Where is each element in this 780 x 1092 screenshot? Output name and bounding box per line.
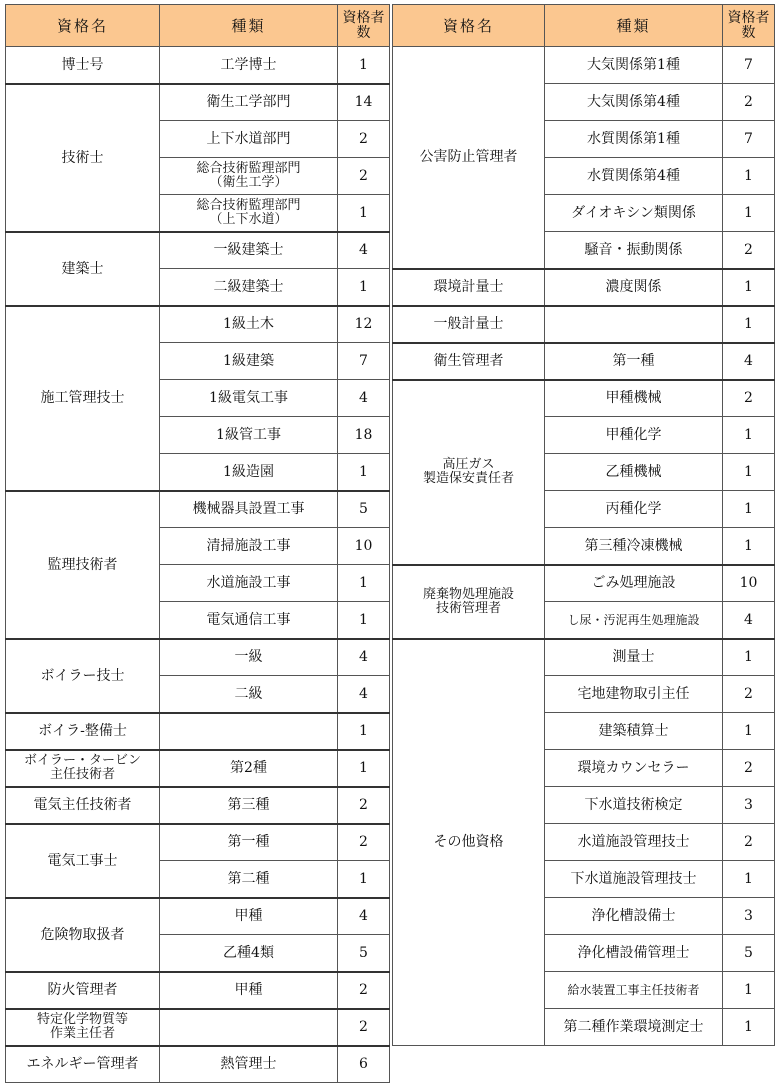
qualification-kind: 工学博士	[160, 47, 338, 84]
holder-count: 7	[723, 47, 775, 84]
holder-count: 18	[338, 417, 390, 454]
table-row	[393, 47, 775, 84]
table-row	[6, 491, 390, 528]
header-name: 資格名	[6, 5, 160, 47]
holder-count: 1	[338, 602, 390, 639]
qualification-kind: 濃度関係	[545, 269, 723, 306]
qualification-kind: し尿・汚泥再生処理施設	[545, 602, 723, 639]
qualification-kind: 浄化槽設備管理士	[545, 935, 723, 972]
qualification-kind: 二級建築士	[160, 269, 338, 306]
qualification-kind: 甲種化学	[545, 417, 723, 454]
qualification-name: 監理技術者	[6, 491, 160, 639]
qualification-kind: 第三種	[160, 787, 338, 824]
table-row	[6, 47, 390, 84]
holder-count: 1	[338, 861, 390, 898]
qualification-table-right	[392, 4, 775, 1046]
table-row	[6, 232, 390, 269]
qualification-kind: 水質関係第1種	[545, 121, 723, 158]
qualification-name: 環境計量士	[393, 269, 545, 306]
qualification-kind: ごみ処理施設	[545, 565, 723, 602]
qualification-kind	[545, 306, 723, 343]
qualification-name: 廃棄物処理施設 技術管理者	[393, 565, 545, 639]
holder-count: 7	[723, 121, 775, 158]
holder-count: 10	[723, 565, 775, 602]
qualification-kind: 建築積算士	[545, 713, 723, 750]
qualification-kind: 測量士	[545, 639, 723, 676]
qualification-kind: 水質関係第4種	[545, 158, 723, 195]
qualification-name: 危険物取扱者	[6, 898, 160, 972]
table-row	[6, 898, 390, 935]
holder-count: 3	[723, 787, 775, 824]
header-name: 資格名	[393, 5, 545, 47]
qualification-kind: 衛生工学部門	[160, 84, 338, 121]
qualification-table-left	[5, 4, 390, 1083]
header-kind: 種類	[545, 5, 723, 47]
table-row	[6, 972, 390, 1009]
holder-count: 4	[723, 343, 775, 380]
qualification-kind: 第二種作業環境測定士	[545, 1009, 723, 1046]
qualification-kind: 総合技術監理部門 （衛生工学）	[160, 158, 338, 195]
qualification-kind: 甲種	[160, 972, 338, 1009]
holder-count: 1	[338, 713, 390, 750]
qualification-kind: 騒音・振動関係	[545, 232, 723, 269]
holder-count: 1	[723, 528, 775, 565]
qualification-name: ボイラー技士	[6, 639, 160, 713]
qualification-kind: 一級建築士	[160, 232, 338, 269]
holder-count: 14	[338, 84, 390, 121]
table-row	[6, 824, 390, 861]
holder-count: 2	[723, 232, 775, 269]
table-body-right	[393, 47, 775, 1046]
holder-count: 1	[723, 861, 775, 898]
holder-count: 4	[723, 602, 775, 639]
table-row	[6, 713, 390, 750]
qualification-kind: 1級造園	[160, 454, 338, 491]
holder-count: 2	[723, 676, 775, 713]
table-row	[6, 306, 390, 343]
qualification-kind: 乙種機械	[545, 454, 723, 491]
qualification-kind: 清掃施設工事	[160, 528, 338, 565]
holder-count: 2	[338, 1009, 390, 1046]
holder-count: 2	[338, 972, 390, 1009]
qualification-kind: 第2種	[160, 750, 338, 787]
holder-count: 2	[723, 824, 775, 861]
holder-count: 2	[723, 750, 775, 787]
qualification-kind: 第一種	[160, 824, 338, 861]
qualification-name: ボイラ-整備士	[6, 713, 160, 750]
qualification-kind: 電気通信工事	[160, 602, 338, 639]
table-row	[393, 380, 775, 417]
table-row	[6, 1046, 390, 1083]
qualification-kind: 丙種化学	[545, 491, 723, 528]
header-kind: 種類	[160, 5, 338, 47]
table-body-left	[6, 47, 390, 1083]
holder-count: 1	[723, 639, 775, 676]
qualification-kind: 一級	[160, 639, 338, 676]
table-row	[6, 84, 390, 121]
holder-count: 5	[723, 935, 775, 972]
holder-count: 1	[723, 195, 775, 232]
table-row	[393, 343, 775, 380]
holder-count: 1	[338, 750, 390, 787]
qualification-name: 衛生管理者	[393, 343, 545, 380]
qualification-name: 防火管理者	[6, 972, 160, 1009]
holder-count: 1	[723, 454, 775, 491]
qualification-name: エネルギー管理者	[6, 1046, 160, 1083]
qualification-kind	[160, 713, 338, 750]
table-row	[6, 787, 390, 824]
qualification-kind: 宅地建物取引主任	[545, 676, 723, 713]
qualification-name: 建築士	[6, 232, 160, 306]
qualification-kind: 浄化槽設備士	[545, 898, 723, 935]
qualification-name: ボイラー・タービン 主任技術者	[6, 750, 160, 787]
holder-count: 1	[723, 269, 775, 306]
header-count: 資格者数	[723, 5, 775, 47]
qualification-kind: 1級電気工事	[160, 380, 338, 417]
qualification-kind: 甲種機械	[545, 380, 723, 417]
qualification-kind: ダイオキシン類関係	[545, 195, 723, 232]
holder-count: 4	[338, 898, 390, 935]
table-row	[6, 639, 390, 676]
qualification-kind: 第二種	[160, 861, 338, 898]
qualification-kind: 環境カウンセラー	[545, 750, 723, 787]
holder-count: 5	[338, 935, 390, 972]
qualification-kind: 1級建築	[160, 343, 338, 380]
holder-count: 1	[723, 158, 775, 195]
holder-count: 2	[338, 158, 390, 195]
holder-count: 2	[723, 380, 775, 417]
holder-count: 7	[338, 343, 390, 380]
holder-count: 1	[338, 565, 390, 602]
qualification-kind: 二級	[160, 676, 338, 713]
qualification-name: 電気工事士	[6, 824, 160, 898]
qualification-name: 公害防止管理者	[393, 47, 545, 269]
qualification-kind: 第一種	[545, 343, 723, 380]
holder-count: 2	[338, 787, 390, 824]
table-row	[393, 639, 775, 676]
holder-count: 3	[723, 898, 775, 935]
qualification-kind: 総合技術監理部門 （上下水道）	[160, 195, 338, 232]
qualification-kind: 大気関係第4種	[545, 84, 723, 121]
qualification-kind: 1級土木	[160, 306, 338, 343]
table-row	[393, 565, 775, 602]
holder-count: 4	[338, 676, 390, 713]
header-count: 資格者数	[338, 5, 390, 47]
header-row	[393, 5, 775, 47]
qualification-kind: 給水装置工事主任技術者	[545, 972, 723, 1009]
qualification-kind: 1級管工事	[160, 417, 338, 454]
qualification-name: その他資格	[393, 639, 545, 1046]
qualification-kind: 上下水道部門	[160, 121, 338, 158]
holder-count: 6	[338, 1046, 390, 1083]
holder-count: 1	[723, 491, 775, 528]
qualification-kind: 大気関係第1種	[545, 47, 723, 84]
holder-count: 1	[338, 454, 390, 491]
holder-count: 4	[338, 380, 390, 417]
qualification-name: 施工管理技士	[6, 306, 160, 491]
holder-count: 1	[338, 47, 390, 84]
holder-count: 1	[723, 306, 775, 343]
holder-count: 1	[723, 972, 775, 1009]
qualification-name: 技術士	[6, 84, 160, 232]
holder-count: 2	[338, 824, 390, 861]
qualification-kind: 水道施設工事	[160, 565, 338, 602]
table-row	[6, 1009, 390, 1046]
holder-count: 12	[338, 306, 390, 343]
qualification-kind: 熱管理士	[160, 1046, 338, 1083]
qualification-name: 高圧ガス 製造保安責任者	[393, 380, 545, 565]
holder-count: 1	[338, 269, 390, 306]
holder-count: 4	[338, 232, 390, 269]
qualification-name: 一般計量士	[393, 306, 545, 343]
qualification-kind: 水道施設管理技士	[545, 824, 723, 861]
qualification-kind	[160, 1009, 338, 1046]
holder-count: 2	[338, 121, 390, 158]
qualification-kind: 甲種	[160, 898, 338, 935]
table-row	[6, 750, 390, 787]
holder-count: 1	[723, 417, 775, 454]
header-row	[6, 5, 390, 47]
qualification-name: 特定化学物質等 作業主任者	[6, 1009, 160, 1046]
qualification-kind: 乙種4類	[160, 935, 338, 972]
qualification-kind: 第三種冷凍機械	[545, 528, 723, 565]
holder-count: 10	[338, 528, 390, 565]
table-row	[393, 269, 775, 306]
holder-count: 1	[723, 1009, 775, 1046]
holder-count: 4	[338, 639, 390, 676]
table-row	[393, 306, 775, 343]
holder-count: 1	[338, 195, 390, 232]
qualification-kind: 下水道技術検定	[545, 787, 723, 824]
holder-count: 2	[723, 84, 775, 121]
qualification-name: 電気主任技術者	[6, 787, 160, 824]
holder-count: 5	[338, 491, 390, 528]
qualification-kind: 機械器具設置工事	[160, 491, 338, 528]
qualification-name: 博士号	[6, 47, 160, 84]
qualification-kind: 下水道施設管理技士	[545, 861, 723, 898]
holder-count: 1	[723, 713, 775, 750]
